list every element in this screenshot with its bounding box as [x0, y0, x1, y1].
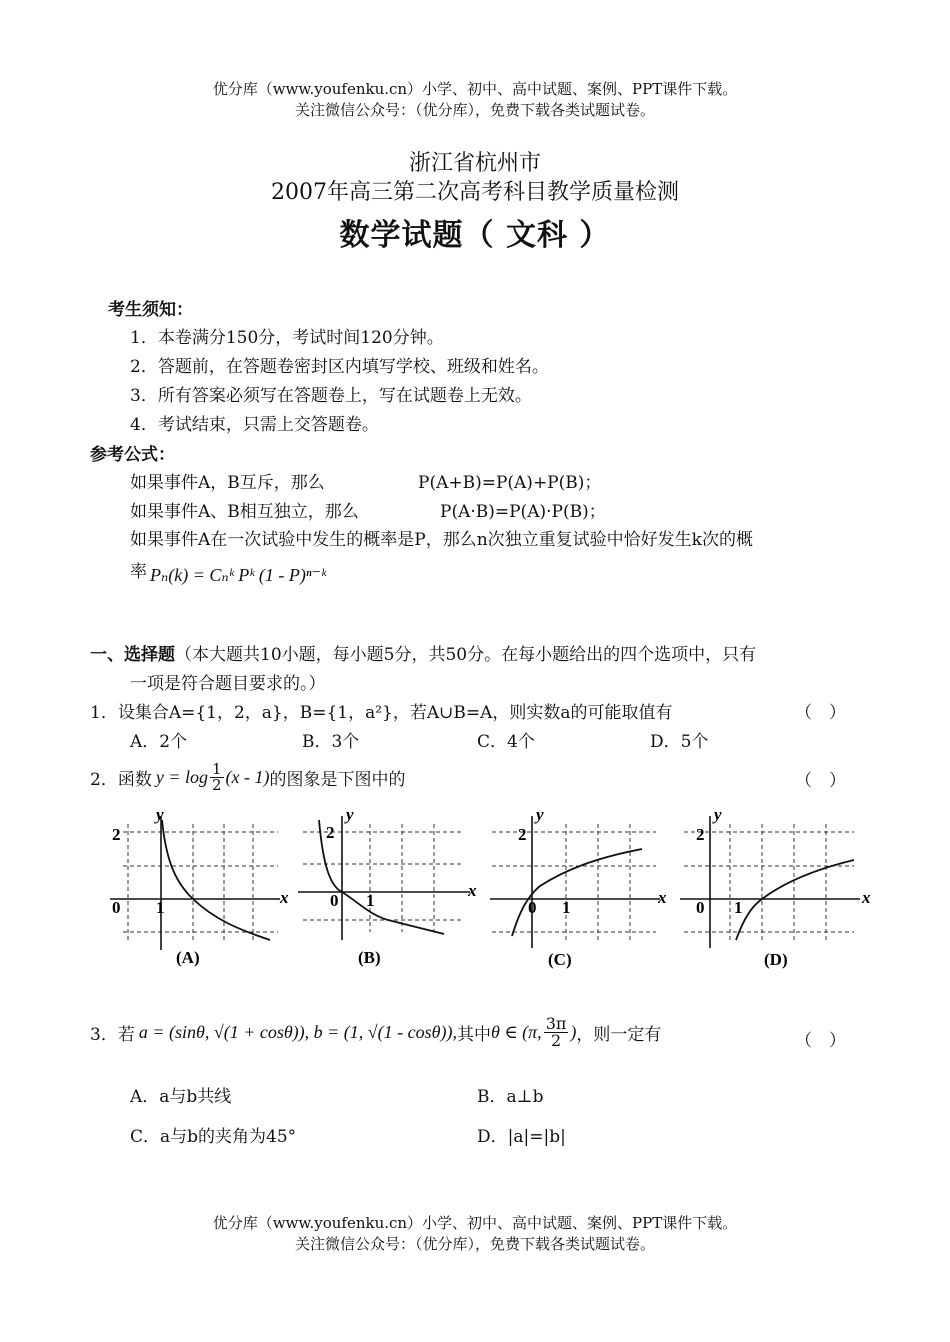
formula-2-text: 如果事件A、B相互独立，那么 — [130, 502, 359, 522]
graph-b-origin: 0 — [330, 891, 339, 910]
formula-1-text: 如果事件A，B互斥，那么 — [130, 473, 325, 493]
graph-a-origin: 0 — [112, 898, 121, 917]
q2-arg: (x - 1) — [225, 767, 270, 787]
q1-option-b[interactable]: B．3个 — [302, 732, 360, 752]
q3-range-post: ) — [570, 1022, 577, 1042]
graph-c-x-label: x — [658, 888, 667, 907]
q3-frac-den: 2 — [550, 1031, 562, 1050]
footer-line-1: 优分库（www.youfenku.cn）小学、初中、高中试题、案例、PPT课件下载。 — [212, 1214, 738, 1232]
q3-range-frac — [544, 1016, 569, 1049]
q2-frac-den: 2 — [211, 776, 222, 794]
notice-item-1: 1．本卷满分150分，考试时间120分钟。 — [130, 328, 444, 348]
q3-range-pre: θ ∈ (π, — [491, 1022, 542, 1042]
graph-a-tick-y: 2 — [112, 825, 121, 844]
graph-c-tick-x: 1 — [562, 898, 571, 917]
q2-y-eq: y = log — [155, 767, 208, 787]
q3-prefix: 3．若 — [90, 1025, 135, 1045]
graph-b-y-label: y — [346, 810, 354, 824]
q2-stem — [90, 762, 406, 793]
q3-option-c[interactable]: C．a与b的夹角为45° — [130, 1127, 297, 1147]
q3-vectors: a = (sinθ, √(1 + cosθ)), b = (1, √(1 - cosθ)), — [138, 1022, 457, 1042]
formula-1: P(A+B)=P(A)+P(B)； — [418, 473, 602, 493]
notice-item-4: 4．考试结束，只需上交答题卷。 — [130, 415, 379, 435]
formula-2: P(A·B)=P(A)·P(B)； — [440, 502, 606, 522]
q2-answer-paren[interactable]: （ ） — [795, 771, 846, 791]
notice-item-2: 2．答题前，在答题卷密封区内填写学校、班级和姓名。 — [130, 357, 549, 377]
graph-a[interactable] — [100, 810, 290, 970]
graph-b[interactable] — [288, 810, 478, 970]
curve-d — [736, 860, 854, 940]
q3-option-d[interactable]: D．|a|=|b| — [477, 1127, 566, 1147]
q2-suffix: 的图象是下图中的 — [269, 770, 406, 790]
graph-c[interactable] — [480, 810, 670, 970]
formulas-heading: 参考公式： — [90, 445, 175, 465]
graph-a-x-label: x — [280, 888, 289, 907]
graph-a-y-label: y — [156, 810, 164, 824]
q2-log-base — [210, 762, 224, 793]
title-subject: 数学试题（ 文科 ） — [339, 218, 611, 253]
footer-line-2: 关注微信公众号：（优分库），免费下载各类试题试卷。 — [294, 1235, 655, 1253]
graph-d-tick-x: 1 — [734, 898, 743, 917]
q1-stem: 1．设集合A={1，2，a}，B={1，a²}，若A∪B=A，则实数a的可能取值有 — [90, 703, 673, 723]
graph-d-label: (D) — [764, 950, 788, 969]
curve-b — [319, 820, 444, 934]
q3-answer-paren[interactable]: （ ） — [795, 1031, 846, 1051]
curve-a — [162, 820, 270, 940]
q2-prefix: 2．函数 — [90, 770, 152, 790]
section1-desc-2: 一项是符合题目要求的。） — [130, 674, 326, 694]
formula-3-cont: 率 — [130, 562, 147, 582]
graph-b-label: (B) — [358, 948, 381, 967]
title-exam: 2007年高三第二次高考科目教学质量检测 — [271, 180, 679, 205]
graph-d-tick-y: 2 — [696, 825, 705, 844]
graph-a-label: (A) — [176, 948, 200, 967]
graph-c-origin: 0 — [528, 898, 537, 917]
graph-b-x-label: x — [468, 881, 477, 900]
graph-d[interactable] — [672, 810, 872, 970]
q1-option-d[interactable]: D．5个 — [650, 732, 709, 752]
q3-mid: 其中 — [457, 1025, 491, 1045]
q3-frac-num: 3π — [545, 1014, 567, 1033]
graph-d-x-label: x — [862, 888, 871, 907]
graph-d-origin: 0 — [696, 898, 705, 917]
title-region: 浙江省杭州市 — [408, 151, 541, 176]
notice-heading: 考生须知： — [108, 300, 193, 320]
q1-option-c[interactable]: C．4个 — [477, 732, 535, 752]
notice-item-3: 3．所有答案必须写在答题卷上，写在试题卷上无效。 — [130, 386, 532, 406]
graph-b-tick-y: 2 — [326, 823, 335, 842]
binomial-formula: Pₙ(k) = Cₙᵏ Pᵏ (1 - P)ⁿ⁻ᵏ — [150, 565, 327, 585]
graph-c-tick-y: 2 — [518, 825, 527, 844]
header-line-1: 优分库（www.youfenku.cn）小学、初中、高中试题、案例、PPT课件下载。 — [212, 80, 738, 98]
graph-c-label: (C) — [548, 950, 572, 969]
q1-answer-paren[interactable]: （ ） — [795, 703, 846, 723]
section1-heading: 一、选择题 — [90, 645, 175, 665]
formula-3-text: 如果事件A在一次试验中发生的概率是P，那么n次独立重复试验中恰好发生k次的概 — [130, 530, 753, 550]
section1-desc-1: （本大题共10小题，每小题5分，共50分。在每小题给出的四个选项中，只有 — [175, 645, 757, 665]
q3-stem — [90, 1016, 661, 1049]
graph-a-tick-x: 1 — [156, 898, 165, 917]
header-line-2: 关注微信公众号：（优分库），免费下载各类试题试卷。 — [294, 101, 655, 119]
q2-frac-num: 1 — [211, 760, 222, 778]
graph-d-y-label: y — [714, 810, 722, 824]
q3-suffix: ，则一定有 — [576, 1025, 662, 1045]
graph-c-y-label: y — [536, 810, 544, 824]
graph-b-tick-x: 1 — [366, 891, 375, 910]
q3-option-b[interactable]: B．a⊥b — [477, 1087, 544, 1107]
q3-option-a[interactable]: A．a与b共线 — [130, 1087, 232, 1107]
q1-option-a[interactable]: A．2个 — [130, 732, 188, 752]
